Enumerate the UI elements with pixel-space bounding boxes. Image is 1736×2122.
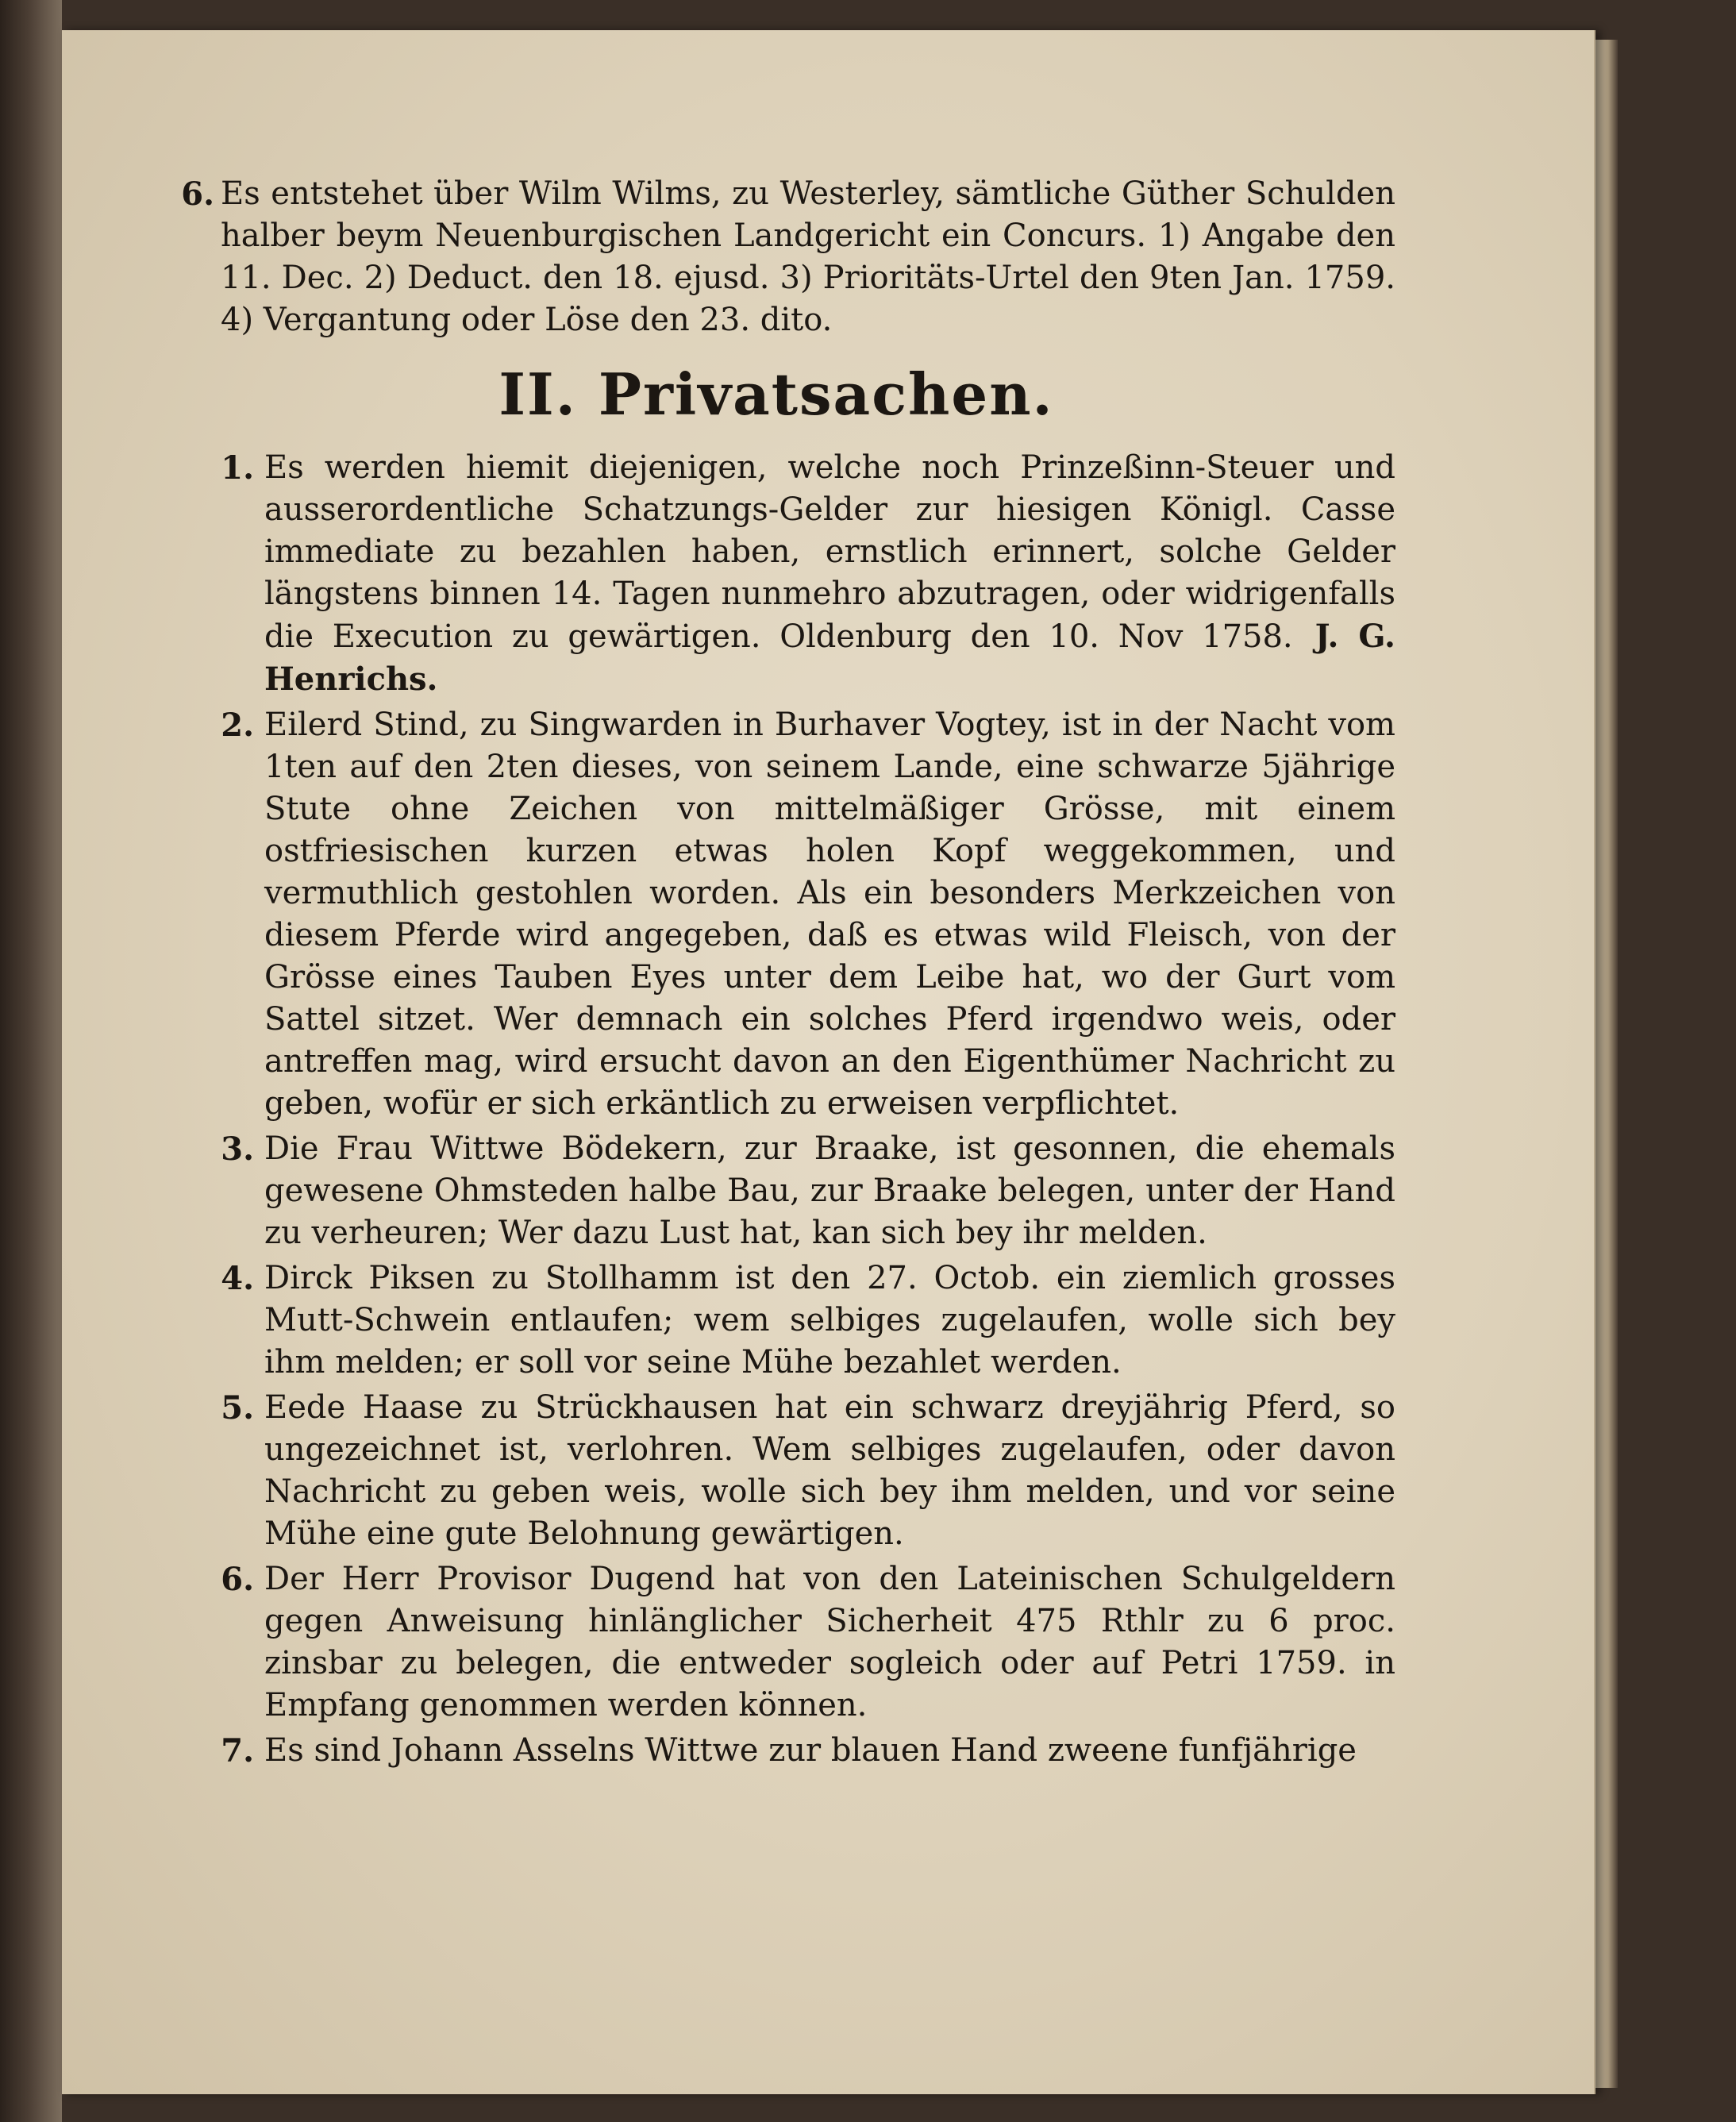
top-entry — [157, 173, 1395, 341]
entry-number: 6. — [221, 1561, 254, 1598]
entry-number: 2. — [221, 707, 254, 744]
entry-text: Es entstehet über Wilm Wilms, zu Westerley, sämtliche Güther Schulden halber beym Neuenburgischen Landgericht ein Concurs. 1) Angabe den 11. Dec. 2) Deduct. den 18. ejusd. 3) Prioritäts-Urtel den 9ten Jan. 1759. 4) Vergantung oder Löse den 23. dito. — [221, 175, 1395, 338]
notice-entry-3 — [157, 1128, 1395, 1254]
entry-number: 1. — [221, 449, 254, 487]
page-content — [157, 173, 1395, 1775]
entry-text — [264, 447, 1395, 701]
entry-number: 5. — [221, 1389, 254, 1427]
page-edge — [1594, 40, 1618, 2088]
entry-number: 3. — [221, 1130, 254, 1168]
entry-number: 7. — [221, 1732, 254, 1770]
notice-entry-2 — [157, 704, 1395, 1125]
notice-entry-7 — [157, 1730, 1395, 1772]
notice-entry-6 — [157, 1558, 1395, 1727]
entry-text: Es sind Johann Asselns Wittwe zur blauen Hand zweene funfjährige — [264, 1732, 1357, 1769]
document-page — [62, 30, 1596, 2094]
entry-text: Eilerd Stind, zu Singwarden in Burhaver Vogtey, ist in der Nacht vom 1ten auf den 2ten dieses, von seinem Lande, eine schwarze 5jährige Stute ohne Zeichen von mittelmäßiger Grösse, mit einem ostfriesischen kurzen etwas holen Kopf weggekommen, und vermuthlich gestohlen worden. Als ein besonders Merkzeichen von diesem Pferde wird angegeben, daß es etwas wild Fleisch, von der Grösse eines Tauben Eyes unter dem Leibe hat, wo der Gurt vom Sattel sitzet. Wer demnach ein solches Pferd irgendwo weis, oder antreffen mag, wird ersucht davon an den Eigenthümer Nachricht zu geben, wofür er sich erkäntlich zu erweisen verpflichtet. — [264, 707, 1395, 1122]
notice-entry-4 — [157, 1257, 1395, 1384]
entry-number: 6. — [181, 175, 214, 213]
signature: J. G. Henrichs. — [264, 618, 1395, 698]
entry-text: Dirck Piksen zu Stollhamm ist den 27. Octob. ein ziemlich grosses Mutt-Schwein entlaufen; wem selbiges zugelaufen, wolle sich bey ihm melden; er soll vor seine Mühe bezahlet werden. — [264, 1260, 1395, 1381]
entry-number: 4. — [221, 1260, 254, 1297]
entry-text: Die Frau Wittwe Bödekern, zur Braake, ist gesonnen, die ehemals gewesene Ohmsteden halbe Bau, zur Braake belegen, unter der Hand zu verheuren; Wer dazu Lust hat, kan sich bey ihr melden. — [264, 1130, 1395, 1251]
entry-text: Der Herr Provisor Dugend hat von den Lateinischen Schulgeldern gegen Anweisung hinlänglicher Sicherheit 475 Rthlr zu 6 proc. zinsbar zu belegen, die entweder sogleich oder auf Petri 1759. in Empfang genommen werden können. — [264, 1561, 1395, 1723]
notice-entry-5 — [157, 1387, 1395, 1555]
book-spine — [0, 0, 62, 2122]
notice-entry-1 — [157, 447, 1395, 701]
entry-body: Es werden hiemit diejenigen, welche noch Prinzeßinn-Steuer und ausserordentliche Schatzungs-Gelder zur hiesigen Königl. Casse immediate zu bezahlen haben, ernstlich erinnert, solche Gelder längstens binnen 14. Tagen nunmehro abzutragen, oder widrigenfalls die Execution zu gewärtigen. Oldenburg den 10. Nov 1758. — [264, 449, 1395, 655]
section-heading: II. Privatsachen. — [498, 360, 1054, 428]
entry-text: Eede Haase zu Strückhausen hat ein schwarz dreyjährig Pferd, so ungezeichnet ist, verlohren. Wem selbiges zugelaufen, oder davon Nachricht zu geben weis, wolle sich bey ihm melden, und vor seine Mühe eine gute Belohnung gewärtigen. — [264, 1389, 1395, 1552]
